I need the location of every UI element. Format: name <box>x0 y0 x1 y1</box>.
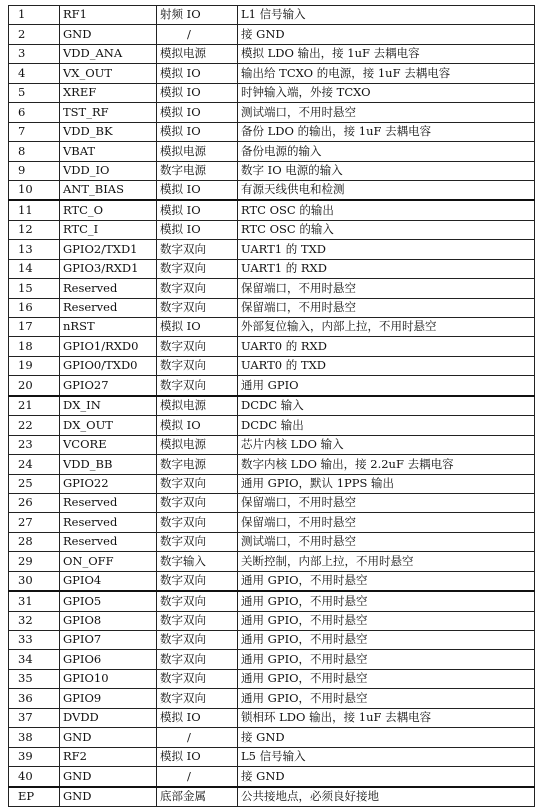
pin-number-cell: 11 <box>9 200 60 220</box>
pin-number-cell: 13 <box>9 240 60 259</box>
pin-type-cell: 数字输入 <box>157 552 238 571</box>
pin-type-cell: 数字双向 <box>157 337 238 356</box>
pin-number-cell: 38 <box>9 728 60 747</box>
table-row <box>9 435 535 454</box>
pin-number-cell: 28 <box>9 532 60 551</box>
pin-number-cell: 27 <box>9 513 60 532</box>
pin-type-cell: 数字电源 <box>157 455 238 474</box>
table-row <box>9 728 535 747</box>
pin-number-cell: 15 <box>9 279 60 298</box>
pin-name-cell: RTC_I <box>60 220 157 239</box>
pin-number-cell: 4 <box>9 64 60 83</box>
pin-description-cell: 数字内核 LDO 输出，接 2.2uF 去耦电容 <box>238 455 535 474</box>
pin-number-cell: 36 <box>9 689 60 708</box>
pin-table <box>8 5 535 807</box>
pin-number-cell: 34 <box>9 650 60 669</box>
table-row <box>9 787 535 807</box>
pin-description-cell: 接 GND <box>238 25 535 44</box>
table-row <box>9 64 535 83</box>
pin-name-cell: Reserved <box>60 532 157 551</box>
pin-name-cell: VDD_BB <box>60 455 157 474</box>
pin-description-cell: 保留端口，不用时悬空 <box>238 513 535 532</box>
pin-number-cell: 40 <box>9 767 60 787</box>
pin-description-cell: UART0 的 TXD <box>238 356 535 375</box>
pin-type-cell: 数字双向 <box>157 532 238 551</box>
table-row <box>9 631 535 650</box>
pin-number-cell: 8 <box>9 142 60 161</box>
pin-type-cell: 模拟 IO <box>157 103 238 122</box>
pin-name-cell: RF1 <box>60 6 157 25</box>
pin-number-cell: 29 <box>9 552 60 571</box>
pin-number-cell: 16 <box>9 298 60 317</box>
pin-number-cell: 22 <box>9 416 60 435</box>
pin-description-cell: L1 信号输入 <box>238 6 535 25</box>
table-row <box>9 396 535 416</box>
pin-description-cell: 关断控制，内部上拉，不用时悬空 <box>238 552 535 571</box>
table-row <box>9 220 535 239</box>
table-row <box>9 279 535 298</box>
pin-description-cell: UART1 的 RXD <box>238 259 535 278</box>
pin-type-cell: 模拟 IO <box>157 416 238 435</box>
table-row <box>9 767 535 787</box>
pin-name-cell: RF2 <box>60 747 157 766</box>
pin-description-cell: DCDC 输出 <box>238 416 535 435</box>
pin-name-cell: VX_OUT <box>60 64 157 83</box>
pin-type-cell: 底部金属 <box>157 787 238 807</box>
pin-number-cell: 14 <box>9 259 60 278</box>
pin-number-cell: 35 <box>9 669 60 688</box>
table-row <box>9 161 535 180</box>
pin-number-cell: 20 <box>9 376 60 396</box>
pin-number-cell: 7 <box>9 122 60 141</box>
pin-type-cell: 数字电源 <box>157 161 238 180</box>
pin-type-cell: 模拟 IO <box>157 83 238 102</box>
pin-description-cell: RTC OSC 的输出 <box>238 200 535 220</box>
pin-name-cell: ON_OFF <box>60 552 157 571</box>
pin-number-cell: 39 <box>9 747 60 766</box>
table-row <box>9 611 535 630</box>
pin-type-cell: 模拟电源 <box>157 396 238 416</box>
table-row <box>9 298 535 317</box>
pin-number-cell: 9 <box>9 161 60 180</box>
pin-number-cell: 33 <box>9 631 60 650</box>
table-row <box>9 669 535 688</box>
pin-description-cell: 测试端口，不用时悬空 <box>238 103 535 122</box>
pin-name-cell: GPIO10 <box>60 669 157 688</box>
pin-type-cell: 数字双向 <box>157 650 238 669</box>
pin-type-cell: 模拟 IO <box>157 747 238 766</box>
table-row <box>9 240 535 259</box>
pin-name-cell: VDD_IO <box>60 161 157 180</box>
pin-description-cell: 通用 GPIO，不用时悬空 <box>238 611 535 630</box>
pin-type-cell: 数字双向 <box>157 631 238 650</box>
pin-type-cell: 数字双向 <box>157 298 238 317</box>
pin-type-cell: 数字双向 <box>157 376 238 396</box>
pin-name-cell: GND <box>60 787 157 807</box>
pin-description-cell: 接 GND <box>238 767 535 787</box>
table-row <box>9 708 535 727</box>
pin-type-cell: 数字双向 <box>157 513 238 532</box>
pin-type-cell: 数字双向 <box>157 493 238 512</box>
pin-type-cell: 模拟 IO <box>157 220 238 239</box>
pin-description-cell: 数字 IO 电源的输入 <box>238 161 535 180</box>
pin-description-cell: 模拟 LDO 输出，接 1uF 去耦电容 <box>238 44 535 63</box>
pin-type-cell: / <box>157 728 238 747</box>
pin-number-cell: 17 <box>9 318 60 337</box>
pin-type-cell: 模拟 IO <box>157 200 238 220</box>
pin-number-cell: 18 <box>9 337 60 356</box>
table-row <box>9 83 535 102</box>
pin-type-cell: 数字双向 <box>157 689 238 708</box>
pin-name-cell: VCORE <box>60 435 157 454</box>
table-row <box>9 552 535 571</box>
pin-description-cell: DCDC 输入 <box>238 396 535 416</box>
pin-type-cell: 模拟电源 <box>157 44 238 63</box>
pin-number-cell: 5 <box>9 83 60 102</box>
pin-name-cell: VDD_ANA <box>60 44 157 63</box>
pin-number-cell: 23 <box>9 435 60 454</box>
pin-type-cell: 数字双向 <box>157 356 238 375</box>
table-row <box>9 493 535 512</box>
pin-number-cell: EP <box>9 787 60 807</box>
pin-name-cell: GPIO27 <box>60 376 157 396</box>
table-row <box>9 747 535 766</box>
pin-name-cell: Reserved <box>60 493 157 512</box>
pin-description-cell: 通用 GPIO，默认 1PPS 输出 <box>238 474 535 493</box>
pin-name-cell: XREF <box>60 83 157 102</box>
pin-number-cell: 32 <box>9 611 60 630</box>
table-row <box>9 180 535 200</box>
table-row <box>9 689 535 708</box>
pin-description-cell: 保留端口，不用时悬空 <box>238 493 535 512</box>
pin-number-cell: 2 <box>9 25 60 44</box>
pin-description-cell: 输出给 TCXO 的电源，接 1uF 去耦电容 <box>238 64 535 83</box>
pin-description-cell: 接 GND <box>238 728 535 747</box>
table-row <box>9 200 535 220</box>
table-row <box>9 650 535 669</box>
pin-name-cell: GPIO9 <box>60 689 157 708</box>
pin-description-cell: 保留端口，不用时悬空 <box>238 279 535 298</box>
pin-description-cell: UART0 的 RXD <box>238 337 535 356</box>
table-row <box>9 142 535 161</box>
pin-name-cell: GPIO6 <box>60 650 157 669</box>
table-row <box>9 25 535 44</box>
pin-description-cell: 通用 GPIO <box>238 376 535 396</box>
pin-name-cell: RTC_O <box>60 200 157 220</box>
pin-name-cell: DX_IN <box>60 396 157 416</box>
pin-name-cell: TST_RF <box>60 103 157 122</box>
table-row <box>9 259 535 278</box>
pin-name-cell: VDD_BK <box>60 122 157 141</box>
table-row <box>9 337 535 356</box>
pin-type-cell: 数字双向 <box>157 279 238 298</box>
table-row <box>9 122 535 141</box>
pin-name-cell: GND <box>60 767 157 787</box>
pin-description-cell: 锁相环 LDO 输出，接 1uF 去耦电容 <box>238 708 535 727</box>
pin-number-cell: 10 <box>9 180 60 200</box>
pin-type-cell: / <box>157 25 238 44</box>
table-row <box>9 44 535 63</box>
table-row <box>9 513 535 532</box>
pin-name-cell: nRST <box>60 318 157 337</box>
pin-name-cell: GPIO22 <box>60 474 157 493</box>
table-row <box>9 6 535 25</box>
pin-description-cell: 外部复位输入，内部上拉，不用时悬空 <box>238 318 535 337</box>
pin-type-cell: 数字双向 <box>157 474 238 493</box>
pin-type-cell: 模拟电源 <box>157 142 238 161</box>
table-row <box>9 455 535 474</box>
pin-description-cell: 芯片内核 LDO 输入 <box>238 435 535 454</box>
pin-type-cell: 数字双向 <box>157 611 238 630</box>
pin-number-cell: 6 <box>9 103 60 122</box>
pin-type-cell: 模拟电源 <box>157 435 238 454</box>
pin-name-cell: GPIO2/TXD1 <box>60 240 157 259</box>
pin-name-cell: DX_OUT <box>60 416 157 435</box>
pin-description-cell: 时钟输入端，外接 TCXO <box>238 83 535 102</box>
pin-name-cell: Reserved <box>60 513 157 532</box>
table-row <box>9 416 535 435</box>
pin-name-cell: GND <box>60 25 157 44</box>
pin-number-cell: 30 <box>9 571 60 591</box>
pin-type-cell: 模拟 IO <box>157 122 238 141</box>
pin-description-cell: 备份 LDO 的输出，接 1uF 去耦电容 <box>238 122 535 141</box>
pin-description-cell: L5 信号输入 <box>238 747 535 766</box>
pin-number-cell: 12 <box>9 220 60 239</box>
pin-type-cell: 数字双向 <box>157 571 238 591</box>
pin-name-cell: GPIO3/RXD1 <box>60 259 157 278</box>
pin-description-cell: 通用 GPIO，不用时悬空 <box>238 571 535 591</box>
pin-number-cell: 31 <box>9 591 60 611</box>
pin-type-cell: 数字双向 <box>157 669 238 688</box>
table-row <box>9 356 535 375</box>
pin-type-cell: 模拟 IO <box>157 180 238 200</box>
pin-type-cell: / <box>157 767 238 787</box>
pin-name-cell: Reserved <box>60 279 157 298</box>
pin-type-cell: 数字双向 <box>157 591 238 611</box>
pin-type-cell: 模拟 IO <box>157 318 238 337</box>
pin-number-cell: 19 <box>9 356 60 375</box>
pin-number-cell: 37 <box>9 708 60 727</box>
pin-description-cell: 测试端口，不用时悬空 <box>238 532 535 551</box>
pin-name-cell: GPIO4 <box>60 571 157 591</box>
pin-number-cell: 21 <box>9 396 60 416</box>
pin-description-cell: 公共接地点，必须良好接地 <box>238 787 535 807</box>
pin-description-cell: 通用 GPIO，不用时悬空 <box>238 689 535 708</box>
table-row <box>9 591 535 611</box>
pin-description-cell: 通用 GPIO，不用时悬空 <box>238 591 535 611</box>
table-row <box>9 474 535 493</box>
pin-name-cell: GPIO7 <box>60 631 157 650</box>
pin-number-cell: 26 <box>9 493 60 512</box>
pin-name-cell: ANT_BIAS <box>60 180 157 200</box>
pin-name-cell: VBAT <box>60 142 157 161</box>
pin-number-cell: 1 <box>9 6 60 25</box>
pin-description-cell: 通用 GPIO，不用时悬空 <box>238 650 535 669</box>
table-row <box>9 376 535 396</box>
pin-type-cell: 数字双向 <box>157 240 238 259</box>
pin-name-cell: GPIO8 <box>60 611 157 630</box>
pin-type-cell: 模拟 IO <box>157 708 238 727</box>
pin-type-cell: 模拟 IO <box>157 64 238 83</box>
pin-name-cell: GPIO1/RXD0 <box>60 337 157 356</box>
pin-description-cell: 有源天线供电和检测 <box>238 180 535 200</box>
pin-name-cell: DVDD <box>60 708 157 727</box>
table-row <box>9 532 535 551</box>
pin-description-cell: 保留端口，不用时悬空 <box>238 298 535 317</box>
table-row <box>9 571 535 591</box>
pin-table-body <box>9 6 535 807</box>
pin-description-cell: UART1 的 TXD <box>238 240 535 259</box>
pin-name-cell: Reserved <box>60 298 157 317</box>
pin-name-cell: GND <box>60 728 157 747</box>
pin-description-cell: 通用 GPIO，不用时悬空 <box>238 631 535 650</box>
pin-description-cell: 备份电源的输入 <box>238 142 535 161</box>
pin-name-cell: GPIO0/TXD0 <box>60 356 157 375</box>
pin-number-cell: 25 <box>9 474 60 493</box>
pin-number-cell: 24 <box>9 455 60 474</box>
pin-description-cell: RTC OSC 的输入 <box>238 220 535 239</box>
pin-number-cell: 3 <box>9 44 60 63</box>
pin-type-cell: 数字双向 <box>157 259 238 278</box>
pin-type-cell: 射频 IO <box>157 6 238 25</box>
pin-description-cell: 通用 GPIO，不用时悬空 <box>238 669 535 688</box>
table-row <box>9 318 535 337</box>
pin-name-cell: GPIO5 <box>60 591 157 611</box>
table-row <box>9 103 535 122</box>
